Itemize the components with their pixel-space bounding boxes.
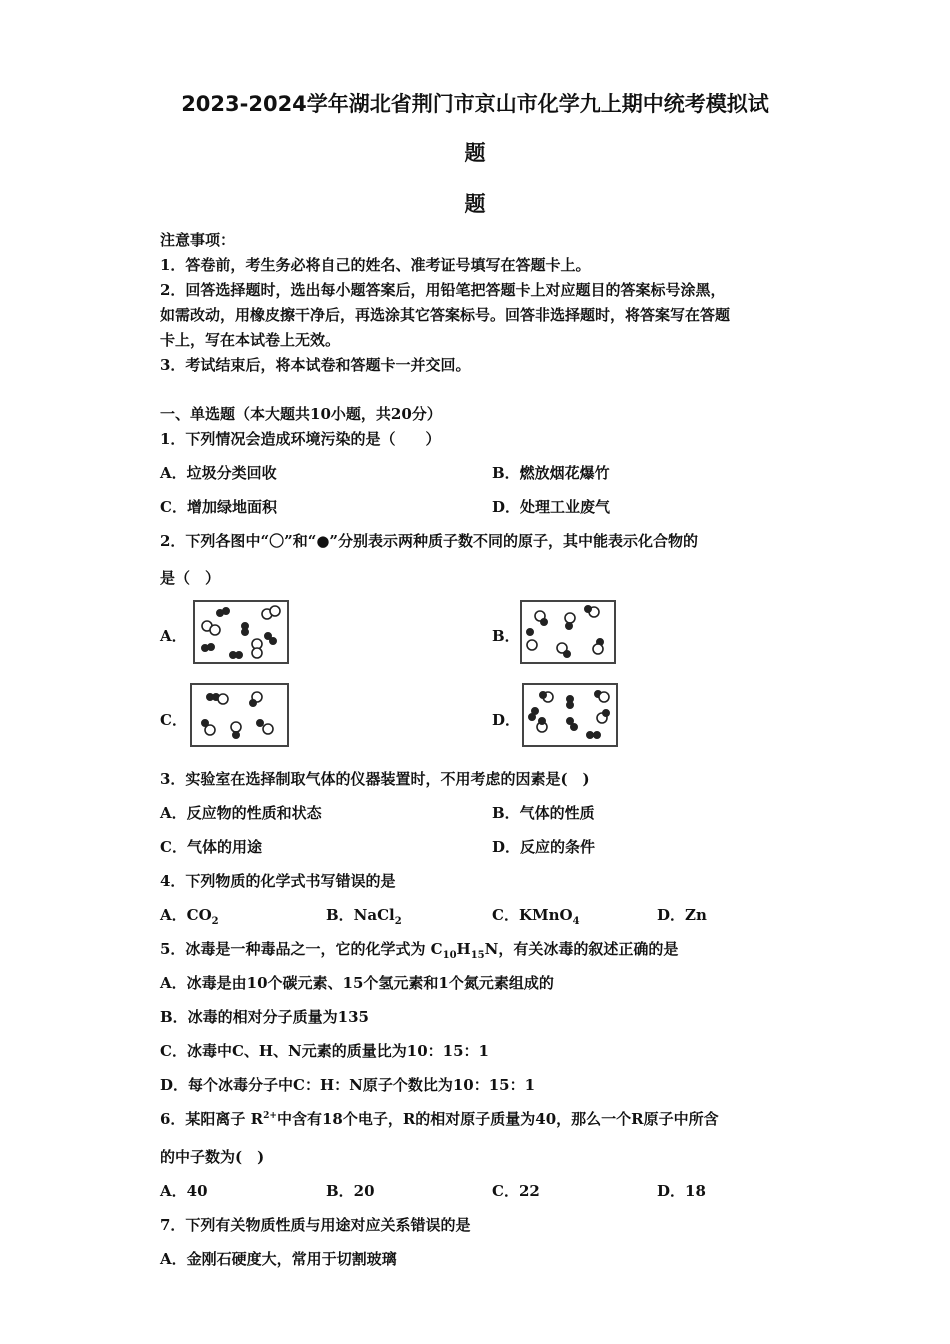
q5-stem-pre: 5．冰毒是一种毒品之一，它的化学式为 C: [160, 940, 443, 958]
q6-option-b[interactable]: B．20: [326, 1182, 375, 1200]
q3-option-c[interactable]: C．气体的用途: [160, 838, 262, 856]
q6-option-c[interactable]: C．22: [492, 1182, 540, 1200]
q5-option-c[interactable]: C．冰毒中C、H、N元素的质量比为10：15：1: [160, 1042, 489, 1060]
q4-option-b[interactable]: [326, 904, 402, 927]
q1-option-a[interactable]: A．垃圾分类回收: [160, 464, 277, 482]
q2-figure-c[interactable]: [190, 683, 289, 747]
q1-option-b[interactable]: B．燃放烟花爆竹: [492, 464, 610, 482]
q2-option-a[interactable]: A．: [160, 627, 187, 645]
notice-item-3: 3．考试结束后，将本试卷和答题卡一并交回。: [160, 356, 471, 374]
q4-option-c-text: C．KMnO: [492, 906, 573, 924]
q3-option-a[interactable]: A．反应物的性质和状态: [160, 804, 322, 822]
q5-option-b[interactable]: B．冰毒的相对分子质量为135: [160, 1008, 369, 1026]
q6-stem-pre: 6．某阳离子 R: [160, 1110, 264, 1128]
q2-option-d[interactable]: D．: [492, 711, 521, 729]
q2-stem-2: 是（ ）: [160, 569, 221, 587]
q1-stem: 1．下列情况会造成环境污染的是（ ）: [160, 430, 441, 448]
q4-option-a-text: A．CO: [160, 906, 212, 924]
q7-option-a[interactable]: A．金刚石硬度大，常用于切割玻璃: [160, 1250, 397, 1268]
q5-option-d[interactable]: D．每个冰毒分子中C：H：N原子个数比为10：15：1: [160, 1076, 536, 1094]
notice-heading: 注意事项：: [160, 231, 236, 249]
q2-figure-d[interactable]: [522, 683, 618, 747]
q4-option-a[interactable]: [160, 904, 219, 927]
section-heading: 一、单选题（本大题共10小题，共20分）: [160, 405, 442, 423]
q6-option-a[interactable]: A．40: [160, 1182, 208, 1200]
q6-stem-2: 的中子数为( ): [160, 1148, 265, 1166]
molecule-diagram-d: [524, 685, 616, 745]
q5-stem: [160, 938, 678, 961]
notice-item-2c: 卡上，写在本试卷上无效。: [160, 331, 341, 349]
q5-stem-post: N，有关冰毒的叙述正确的是: [484, 940, 679, 958]
q2-stem-1: 2．下列各图中“〇”和“●”分别表示两种质子数不同的原子，其中能表示化合物的: [160, 532, 699, 550]
q1-option-c[interactable]: C．增加绿地面积: [160, 498, 277, 516]
q5-option-a[interactable]: A．冰毒是由10个碳元素、15个氢元素和1个氮元素组成的: [160, 974, 554, 992]
q3-stem: 3．实验室在选择制取气体的仪器装置时，不用考虑的因素是( ): [160, 770, 590, 788]
q2-option-b[interactable]: B．: [492, 627, 520, 645]
q5-sub-15: 15: [470, 950, 485, 961]
molecule-diagram-a: [195, 602, 287, 662]
q4-stem: 4．下列物质的化学式书写错误的是: [160, 872, 396, 890]
molecule-diagram-c: [192, 685, 287, 745]
exam-title-line1: 2023-2024学年湖北省荆门市京山市化学九上期中统考模拟试: [181, 92, 769, 116]
q5-sub-10: 10: [442, 950, 457, 961]
q4-option-b-text: B．NaCl: [326, 906, 395, 924]
molecule-diagram-b: [522, 602, 614, 662]
q4-option-c[interactable]: [492, 904, 580, 927]
q7-stem: 7．下列有关物质性质与用途对应关系错误的是: [160, 1216, 471, 1234]
exam-title-line2: 题: [464, 141, 486, 165]
q4-option-b-sub: 2: [394, 916, 402, 927]
notice-item-2b: 如需改动，用橡皮擦干净后，再选涂其它答案标号。回答非选择题时，将答案写在答题: [160, 306, 731, 324]
q2-figure-b[interactable]: [520, 600, 616, 664]
notice-item-1: 1．答卷前，考生务必将自己的姓名、准考证号填写在答题卡上。: [160, 256, 591, 274]
q3-option-d[interactable]: D．反应的条件: [492, 838, 596, 856]
notice-item-2a: 2．回答选择题时，选出每小题答案后，用铅笔把答题卡上对应题目的答案标号涂黑，: [160, 281, 726, 299]
q4-option-d[interactable]: D．Zn: [657, 906, 707, 924]
q3-option-b[interactable]: B．气体的性质: [492, 804, 595, 822]
q6-sup: 2+: [263, 1111, 277, 1121]
q4-option-a-sub: 2: [211, 916, 219, 927]
q5-h: H: [456, 940, 471, 958]
q2-figure-a[interactable]: [193, 600, 289, 664]
q6-stem: [160, 1108, 719, 1129]
q4-option-c-sub: 4: [572, 916, 580, 927]
q1-option-d[interactable]: D．处理工业废气: [492, 498, 611, 516]
q6-stem-post: 中含有18个电子，R的相对原子质量为40，那么一个R原子中所含: [276, 1110, 719, 1128]
q2-option-c[interactable]: C．: [160, 711, 187, 729]
exam-title-line3: 题: [464, 192, 486, 216]
q6-option-d[interactable]: D．18: [657, 1182, 706, 1200]
